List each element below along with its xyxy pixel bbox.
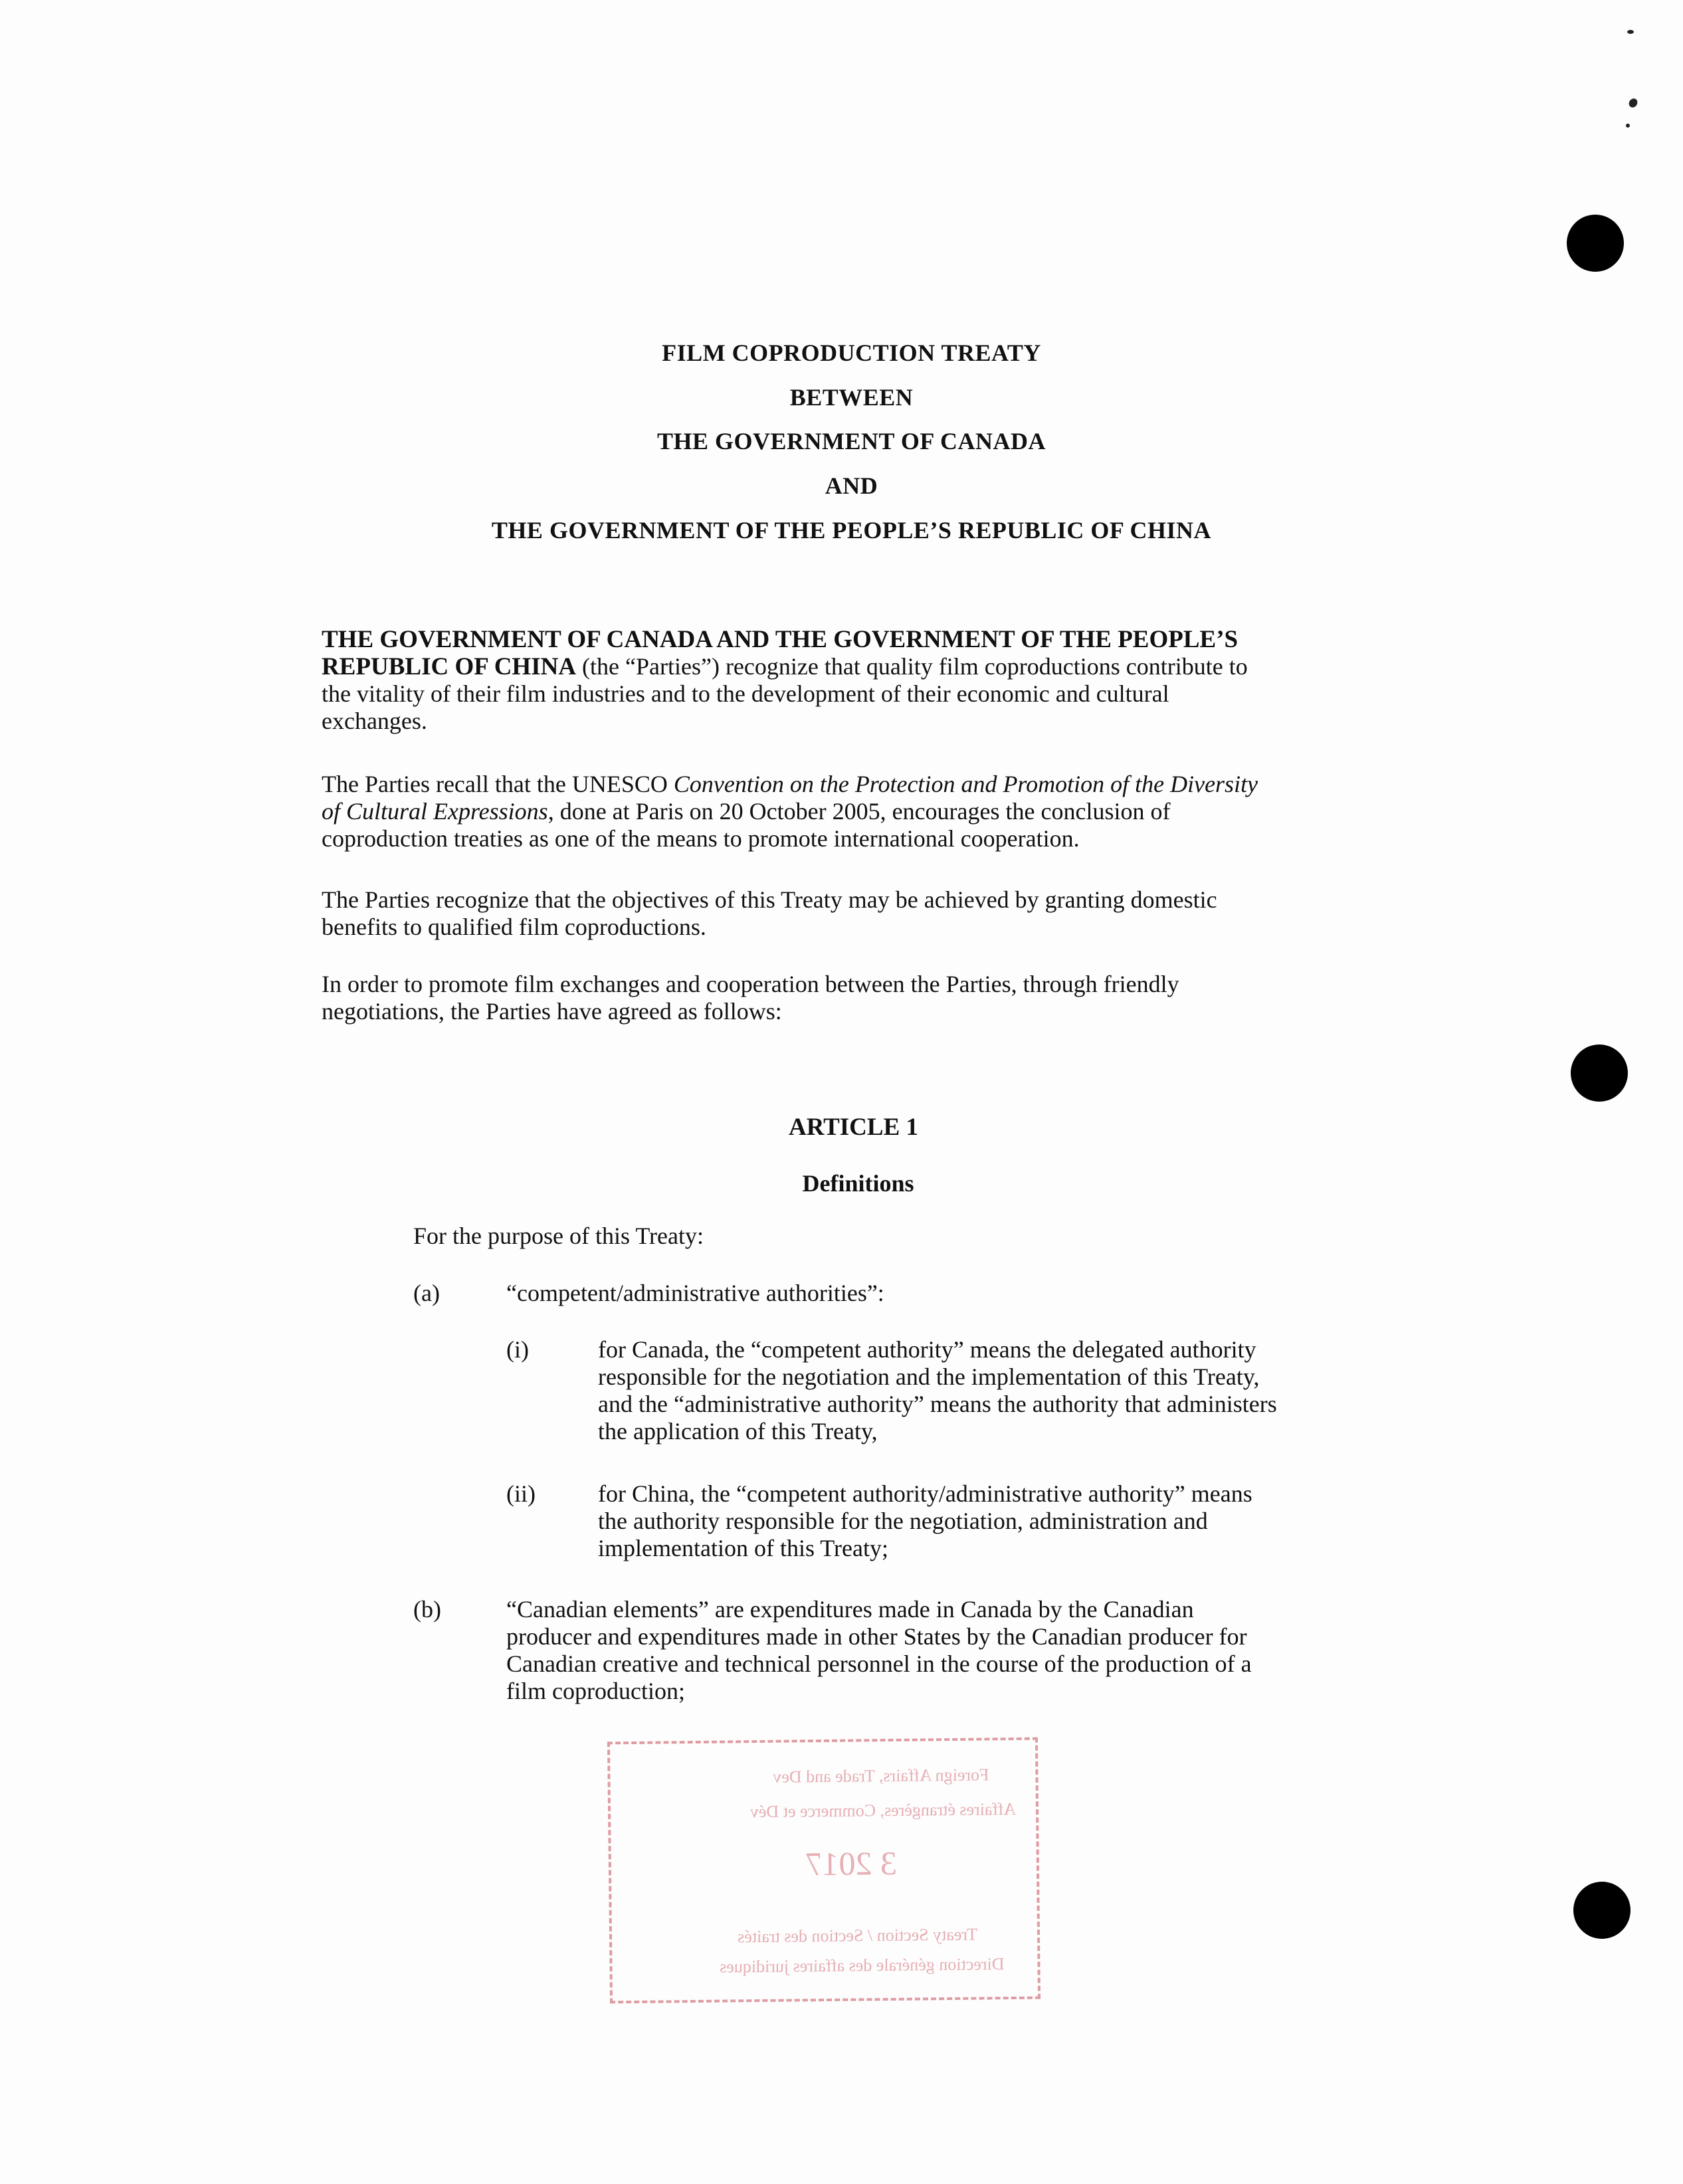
stamp-line-1: Foreign Affairs, Trade and Dev (773, 1765, 989, 1787)
preamble-4-line-2: negotiations, the Parties have agreed as follows: (322, 998, 782, 1025)
preamble-3-line-2: benefits to qualified film coproductions. (322, 914, 706, 940)
sub-item-ii-label: (ii) (506, 1480, 536, 1507)
item-a-label: (a) (413, 1280, 440, 1306)
item-b-line: “Canadian elements” are expenditures made in Canada by the Canadian (506, 1596, 1194, 1623)
convention-title-part-2: of Cultural Expressions (322, 798, 548, 825)
binder-hole-bottom (1573, 1882, 1631, 1939)
sub-item-i-line: and the “administrative authority” means the authority that administers (598, 1391, 1277, 1417)
received-stamp (607, 1737, 1040, 2004)
parties-lead-line-2: REPUBLIC OF CHINA (322, 653, 577, 680)
preamble-paragraph-1 (322, 626, 1345, 735)
preamble-3-line-1: The Parties recognize that the objectives of this Treaty may be achieved by granting domestic (322, 886, 1217, 913)
article-heading: Definitions (802, 1170, 914, 1197)
sub-item-i-line: responsible for the negotiation and the implementation of this Treaty, (598, 1363, 1260, 1390)
item-b-line: producer and expenditures made in other States by the Canadian producer for (506, 1623, 1247, 1650)
preamble-paragraph-2 (322, 771, 1345, 852)
stamp-line-5: Direction générale des affaires juridiques (720, 1954, 1005, 1977)
title-line-1: FILM COPRODUCTION TREATY (662, 340, 1041, 366)
preamble-2-text-b: , done at Paris on 20 October 2005, encourages the conclusion of (547, 798, 1171, 825)
stamp-line-2: Affaires étrangères, Commerce et Dév (749, 1799, 1017, 1822)
scan-speck (1626, 124, 1630, 128)
convention-title-part-1: Convention on the Protection and Promotion of the Diversity (673, 771, 1258, 797)
item-b-line: film coproduction; (506, 1678, 685, 1704)
scan-speck (1627, 97, 1639, 109)
item-a-text: “competent/administrative authorities”: (506, 1280, 884, 1306)
title-line-2: BETWEEN (789, 384, 914, 411)
title-line-3: THE GOVERNMENT OF CANADA (656, 428, 1046, 454)
sub-item-ii-line: implementation of this Treaty; (598, 1535, 888, 1561)
stamp-line-3: 3 2017 (805, 1844, 898, 1883)
article-number: ARTICLE 1 (788, 1114, 919, 1141)
title-line-5: THE GOVERNMENT OF THE PEOPLE’S REPUBLIC OF CHINA (491, 517, 1212, 544)
preamble-1-line-3: the vitality of their film industries and to the development of their economic and cultural (322, 680, 1169, 707)
sub-item-i-line: the application of this Treaty, (598, 1418, 878, 1444)
parties-lead-line-1: THE GOVERNMENT OF CANADA AND THE GOVERNMENT OF THE PEOPLE’S (322, 626, 1238, 653)
stamp-line-4: Treaty Section / Section des traités (738, 1924, 978, 1947)
item-b-text (506, 1596, 1363, 1705)
binder-hole-top (1567, 215, 1624, 272)
sub-item-ii-text (598, 1480, 1355, 1562)
preamble-2-text-a: The Parties recall that the UNESCO (322, 771, 674, 797)
article-intro: For the purpose of this Treaty: (413, 1223, 704, 1249)
preamble-4-line-1: In order to promote film exchanges and cooperation between the Parties, through friendly (322, 971, 1179, 997)
item-b-line: Canadian creative and technical personnel in the course of the production of a (506, 1650, 1252, 1677)
preamble-2-line-3: coproduction treaties as one of the means to promote international cooperation. (322, 825, 1080, 852)
sub-item-i-label: (i) (506, 1336, 529, 1363)
sub-item-i-text (598, 1336, 1355, 1445)
preamble-paragraph-4 (322, 971, 1345, 1025)
sub-item-ii-line: for China, the “competent authority/administrative authority” means (598, 1480, 1252, 1507)
item-b-label: (b) (413, 1596, 441, 1623)
preamble-1-text: (the “Parties”) recognize that quality film coproductions contribute to (576, 653, 1248, 680)
preamble-paragraph-3 (322, 886, 1345, 941)
binder-hole-middle (1571, 1044, 1628, 1102)
title-line-4: AND (825, 472, 878, 499)
received-stamp-graphic (610, 1740, 1038, 2001)
sub-item-ii-line: the authority responsible for the negotiation, administration and (598, 1508, 1208, 1534)
scan-speck (1627, 30, 1634, 34)
sub-item-i-line: for Canada, the “competent authority” means the delegated authority (598, 1336, 1256, 1363)
preamble-1-line-4: exchanges. (322, 708, 427, 734)
